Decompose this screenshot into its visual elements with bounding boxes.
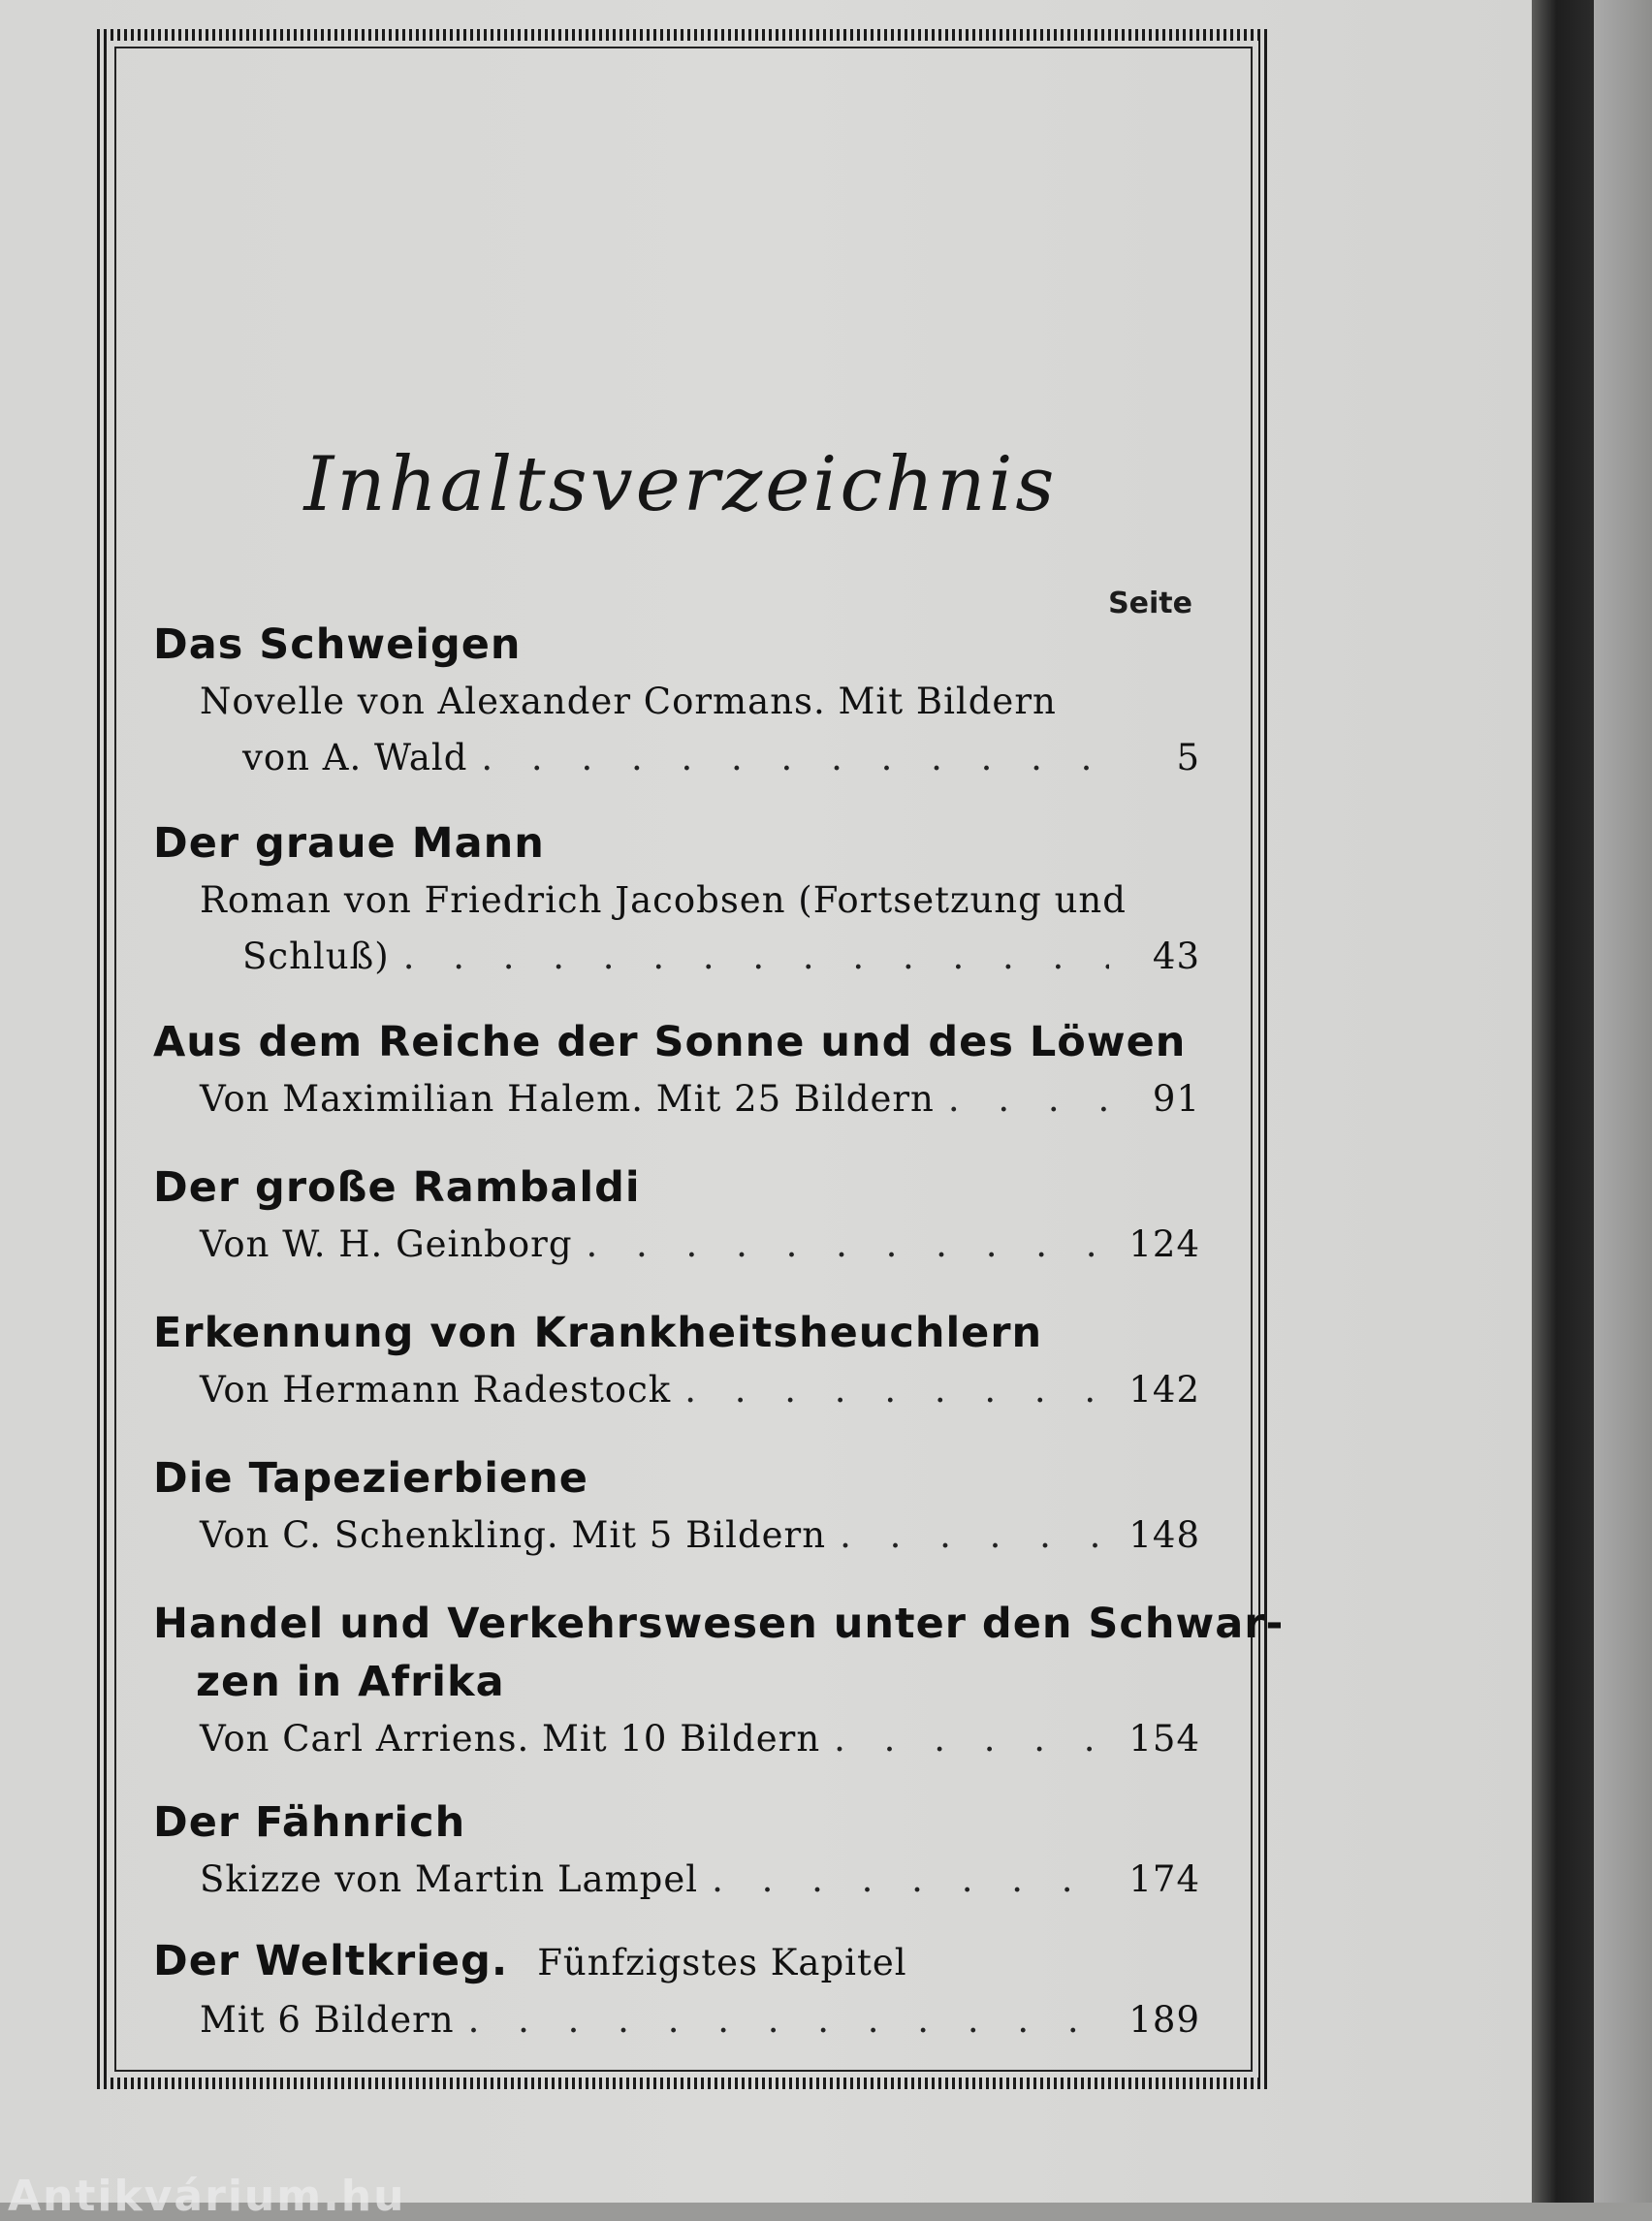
entry-description <box>153 873 1200 985</box>
page-number: 5 <box>1176 737 1200 778</box>
page-title: Inhaltsverzeichnis <box>303 441 1058 528</box>
entry-line: Roman von Friedrich Jacobsen (Fortsetzung und <box>200 879 1127 921</box>
page-number: 91 <box>1152 1078 1200 1120</box>
dot-leader <box>834 1711 1109 1767</box>
entry-description <box>153 1217 1200 1273</box>
watermark: Antikvárium.hu <box>8 2172 406 2221</box>
entry-description <box>153 1071 1200 1127</box>
entry-title: Der graue Mann <box>153 819 545 868</box>
entry-description <box>153 1711 1200 1767</box>
toc-entry <box>153 1932 1200 2048</box>
page-number: 43 <box>1152 936 1200 977</box>
page-number: 174 <box>1128 1858 1200 1900</box>
toc-entry <box>153 1449 1200 1564</box>
entry-line: Von Hermann Radestock <box>200 1369 672 1411</box>
dot-leader <box>468 1992 1109 2048</box>
toc-entry <box>153 1793 1200 1908</box>
book-spine <box>1532 0 1594 2203</box>
entry-description <box>153 1362 1200 1418</box>
entry-title: Erkennung von Krankheitsheuchlern <box>153 1309 1043 1357</box>
dot-leader <box>481 730 1109 786</box>
entry-line: Schluß) <box>242 936 390 977</box>
toc-entry <box>153 1595 1285 1767</box>
entry-line: Novelle von Alexander Cormans. Mit Bildern <box>200 681 1057 722</box>
toc-entry <box>153 1304 1200 1418</box>
entry-line: Von C. Schenkling. Mit 5 Bildern <box>200 1514 827 1556</box>
entry-line: von A. Wald <box>242 737 468 778</box>
entry-title: Der Fähnrich <box>153 1798 466 1847</box>
entry-description <box>153 674 1200 786</box>
dot-leader <box>684 1362 1109 1418</box>
toc-entry <box>153 1158 1200 1273</box>
dot-leader <box>403 929 1109 985</box>
dot-leader <box>948 1071 1109 1127</box>
entry-line: Mit 6 Bildern <box>200 1999 455 2041</box>
entry-line: Von Carl Arriens. Mit 10 Bildern <box>200 1718 821 1760</box>
entry-title-row <box>153 1932 1200 1992</box>
toc-entry <box>153 616 1200 786</box>
page-column-label: Seite <box>1108 587 1192 620</box>
entry-description <box>153 1507 1200 1564</box>
dot-leader <box>712 1852 1109 1908</box>
entry-title: Handel und Verkehrswesen unter den Schwar- <box>153 1600 1285 1648</box>
entry-title: Der große Rambaldi <box>153 1163 641 1212</box>
dot-leader <box>840 1507 1109 1564</box>
toc-entry <box>153 814 1200 985</box>
entry-title: Das Schweigen <box>153 620 522 669</box>
page-number: 142 <box>1128 1369 1200 1411</box>
entry-subtitle: Fünfzigstes Kapitel <box>537 1942 907 1983</box>
page-number: 124 <box>1128 1223 1200 1265</box>
page-edge <box>1594 0 1652 2203</box>
entry-title-continuation: zen in Afrika <box>196 1658 505 1706</box>
entry-title: Die Tapezierbiene <box>153 1454 588 1503</box>
toc-entry <box>153 1013 1200 1127</box>
entry-description <box>153 1852 1200 1908</box>
page-number: 189 <box>1128 1999 1200 2041</box>
entry-line: Skizze von Martin Lampel <box>200 1858 699 1900</box>
dot-leader <box>587 1217 1109 1273</box>
entry-title: Aus dem Reiche der Sonne und des Löwen <box>153 1018 1187 1066</box>
entry-title: Der Weltkrieg. <box>153 1937 509 1985</box>
page-number: 154 <box>1128 1718 1200 1760</box>
entry-line: Von W. H. Geinborg <box>200 1223 573 1265</box>
entry-description <box>153 1992 1200 2048</box>
page-number: 148 <box>1128 1514 1200 1556</box>
entry-line: Von Maximilian Halem. Mit 25 Bildern <box>200 1078 935 1120</box>
